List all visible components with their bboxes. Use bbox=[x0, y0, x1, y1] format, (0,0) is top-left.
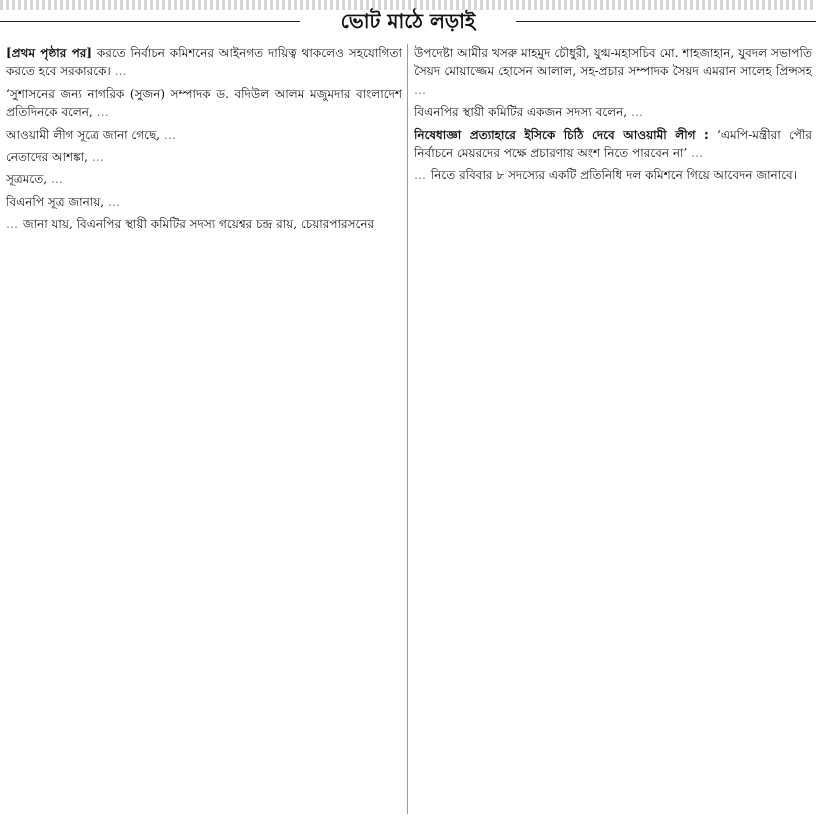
article-paragraph: ‘সুশাসনের জন্য নাগরিক (সুজন) সম্পাদক ড. বদিউল আলম মজুমদার বাংলাদেশ প্রতিদিনকে বলেন, … bbox=[6, 86, 402, 120]
headline-rule-right bbox=[516, 21, 816, 22]
column-divider bbox=[407, 44, 408, 814]
article-paragraph: … নিতে রবিবার ৮ সদস্যের একটি প্রতিনিধি দল কমিশনে গিয়ে আবেদন জানাবে। bbox=[414, 168, 797, 183]
article-paragraph: নিষেধাজ্ঞা প্রত্যাহারে ইসিকে চিঠি দেবে আওয়ামী লীগ : ‘এমপি-মন্ত্রীরা পৌর নির্বাচনে মেয়রদের পক্ষে প্রচারণায় অংশ নিতে পারবেন না’ … bbox=[414, 127, 812, 161]
article-paragraph: সূত্রমতে, … bbox=[6, 172, 64, 187]
article-paragraph: … জানা যায়, বিএনপির স্থায়ী কমিটির সদস্য গয়েশ্বর চন্দ্র রায়, চেয়ারপারসনের bbox=[6, 217, 375, 232]
article-column-left bbox=[6, 44, 402, 814]
headline-rule-left bbox=[0, 21, 300, 22]
continuation-tag: [প্রথম পৃষ্ঠার পর] bbox=[6, 46, 92, 60]
article-headline: ভোট মাঠে লড়াই bbox=[340, 9, 476, 33]
article-subhead: নিষেধাজ্ঞা প্রত্যাহারে ইসিকে চিঠি দেবে আওয়ামী লীগ : bbox=[414, 127, 709, 142]
article-paragraph: [প্রথম পৃষ্ঠার পর] করতে নির্বাচন কমিশনের আইনগত দায়িত্ব থাকলেও সহযোগিতা করতে হবে সরকারকে। … bbox=[6, 46, 402, 79]
article-paragraph: বিএনপির স্থায়ী কমিটির একজন সদস্য বলেন, … bbox=[414, 105, 644, 120]
headline-bar bbox=[0, 8, 816, 34]
article-paragraph: উপদেষ্টা আমীর খসরু মাহমুদ চৌধুরী, যুগ্ম-মহাসচিব মো. শাহজাহান, যুবদল সভাপতি সৈয়দ মোয়াজ্জেম হোসেন আলাল, সহ-প্রচার সম্পাদক সৈয়দ এমরান সালেহ প্রিন্সসহ … bbox=[414, 46, 812, 97]
article-paragraph: বিএনপি সূত্র জানায়, … bbox=[6, 194, 121, 209]
article-paragraph: নেতাদের আশঙ্কা, … bbox=[6, 150, 105, 165]
article-column-right bbox=[414, 44, 812, 814]
article-paragraph: আওয়ামী লীগ সূত্রে জানা গেছে, … bbox=[6, 127, 177, 142]
